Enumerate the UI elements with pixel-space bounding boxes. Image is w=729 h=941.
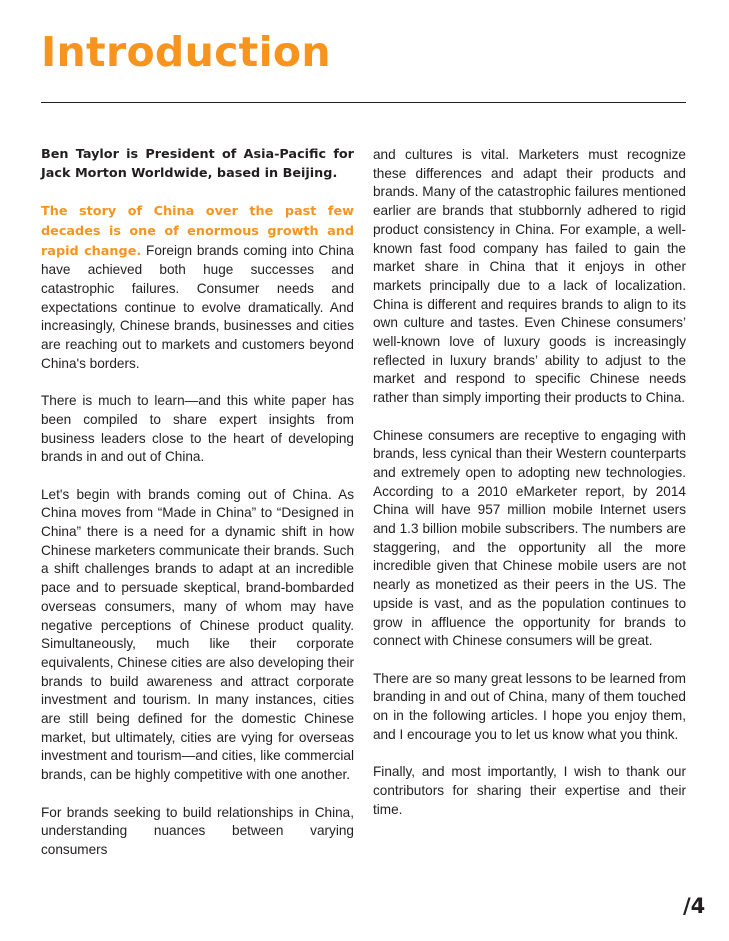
title-divider	[41, 102, 686, 103]
left-column	[41, 146, 354, 878]
paragraph-brands-out: Let's begin with brands coming out of China. As China moves from “Made in China” to “Designed in China” there is a need for a dynamic shift in how Chinese marketers communicate their brands. Such a shift challenges brands to adapt at an incredible pace and to persuade skeptical, brand-bombarded overseas consumers, many of whom may have negative perceptions of Chinese product quality. Simultaneously, much like their corporate equivalents, Chinese cities are also developing their brands to build awareness and attract corporate investment and tourism. In many instances, cities are still being defined for the domestic Chinese market, but ultimately, cities are vying for overseas investment and tourism—and cities, like commercial brands, can be highly competitive with one another.	[41, 486, 354, 783]
lead-sentence: The story of China over the past few decades is one of enormous growth and rapid change.	[41, 204, 354, 259]
paragraph-thanks: Finally, and most importantly, I wish to thank our contributors for sharing their expertise and their time.	[373, 764, 686, 817]
paragraph-brands-in: For brands seeking to build relationships in China, understanding nuances between varying consumers	[41, 804, 354, 857]
paragraph-cultures: and cultures is vital. Marketers must recognize these differences and adapt their products and brands. Many of the catastrophic failures mentioned earlier are brands that stubbornly adhered to rigid product consistency in China. For example, a well-known fast food company has failed to gain the market share in China that it enjoys in other markets principally due to a lack of localization. China is different and requires brands to align to its own culture and tastes. Even Chinese consumers’ well-known love of luxury goods is increasingly reflected in luxury brands’ ability to adjust to the market and respond to specific Chinese needs rather than simply importing their products to China.	[373, 147, 686, 406]
paragraph-white-paper: There is much to learn—and this white paper has been compiled to share expert insights from business leaders close to the heart of developing brands in and out of China.	[41, 393, 354, 465]
paragraph-story	[41, 202, 354, 373]
paragraph-lessons: There are so many great lessons to be learned from branding in and out of China, many of them touched on in the following articles. I hope you enjoy them, and I encourage you to let us know what you think.	[373, 670, 686, 742]
right-column	[373, 146, 686, 838]
page-number: /4	[683, 894, 706, 918]
page-title: Introduction	[41, 28, 331, 76]
paragraph-story-rest: Foreign brands coming into China have achieved both huge successes and catastrophic failures. Consumer needs and expectations continue to evolve dramatically. And increasingly, Chinese brands, businesses and cities are reaching out to markets and customers beyond China's borders.	[41, 242, 354, 371]
author-intro: Ben Taylor is President of Asia-Pacific for Jack Morton Worldwide, based in Beijing.	[41, 147, 354, 181]
paragraph-consumers: Chinese consumers are receptive to engaging with brands, less cynical than their Western counterparts and extremely open to adopting new technologies. According to a 2010 eMarketer report, by 2014 China will have 957 million mobile Internet users and 1.3 billion mobile subscribers. The numbers are staggering, and the opportunity all the more incredible given that Chinese mobile users are not nearly as monetized as their peers in the US. The upside is vast, and as the population continues to grow in affluence the opportunity for brands to connect with Chinese consumers will be great.	[373, 427, 686, 649]
